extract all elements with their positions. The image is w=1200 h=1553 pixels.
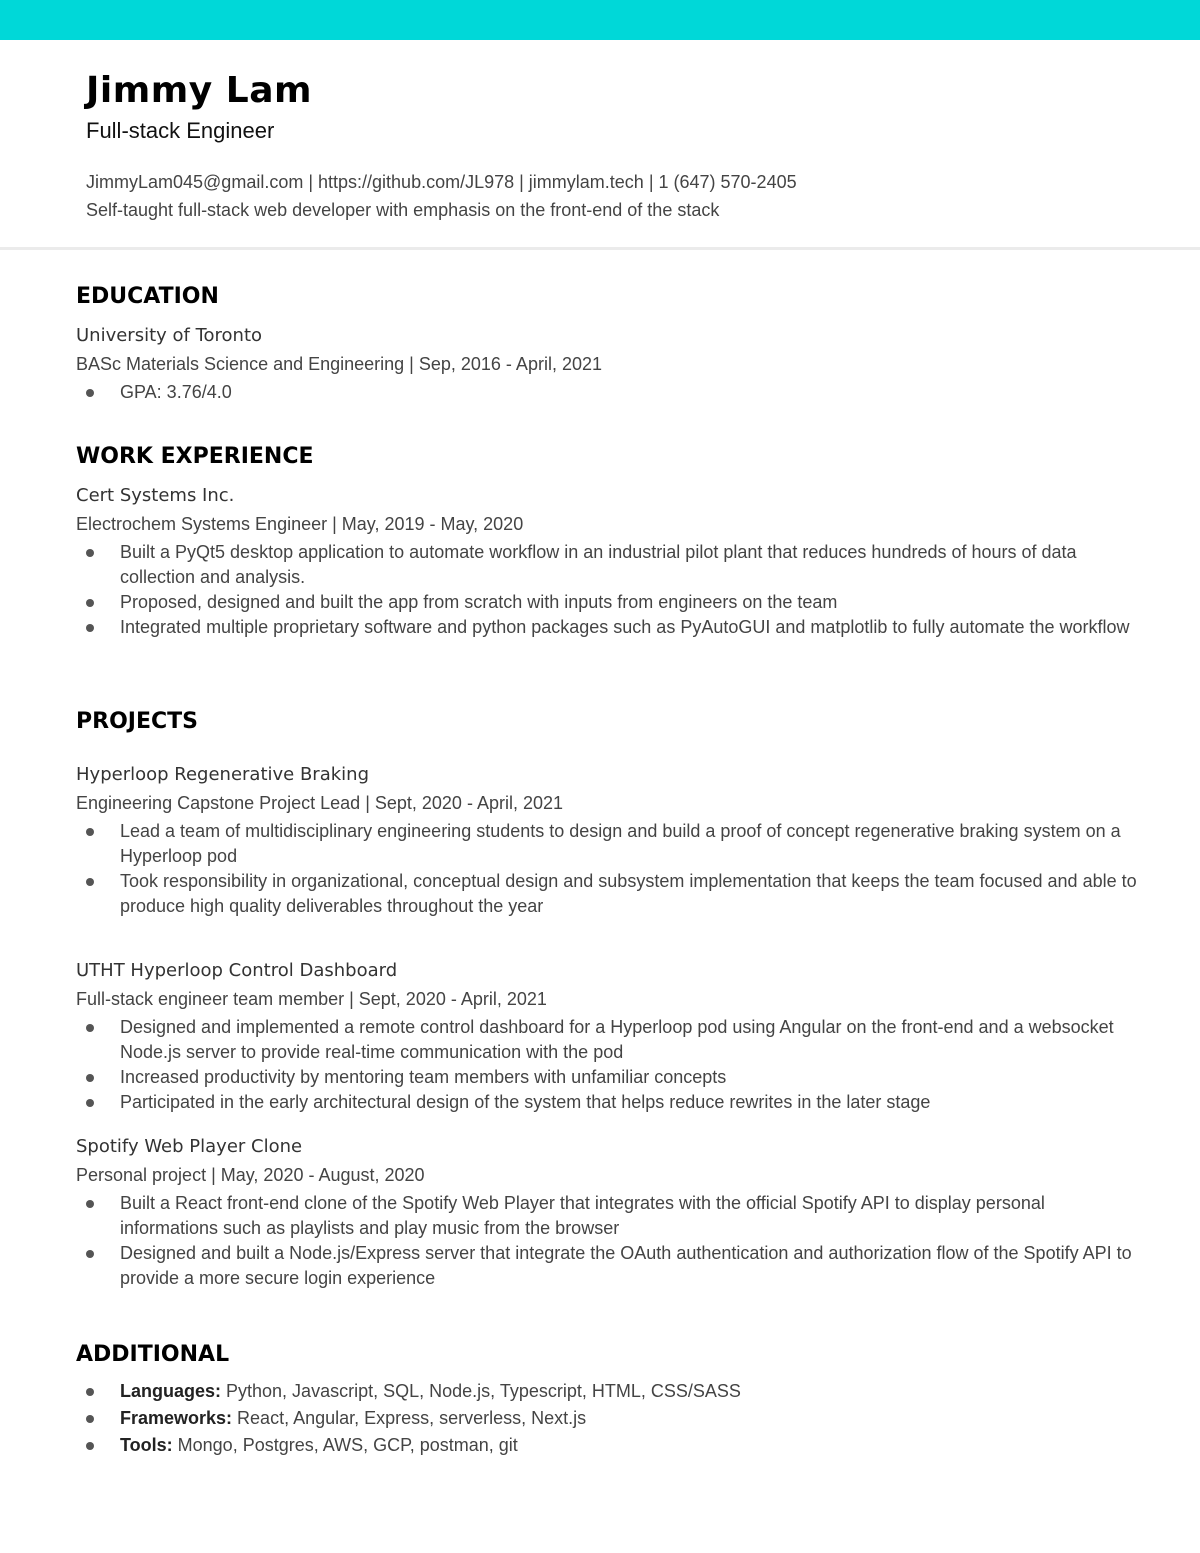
list-item: Lead a team of multidisciplinary engineering students to design and build a proof of concept regenerative braking system on a Hyperloop pod xyxy=(76,819,1146,869)
section-title-additional: ADDITIONAL xyxy=(76,1342,230,1367)
project-role: Engineering Capstone Project Lead | Sept, 2020 - April, 2021 xyxy=(76,793,564,813)
work-section xyxy=(76,442,1146,640)
bullet-icon xyxy=(86,1415,94,1423)
company-name: Cert Systems Inc. xyxy=(76,485,235,506)
bullet-icon xyxy=(86,828,94,836)
project-bullets xyxy=(76,1191,1146,1291)
bullet-icon xyxy=(86,878,94,886)
skill-value: Python, Javascript, SQL, Node.js, Typescript, HTML, CSS/SASS xyxy=(221,1381,741,1401)
bullet-icon xyxy=(86,1024,94,1032)
education-entry xyxy=(76,322,1146,405)
degree-line: BASc Materials Science and Engineering | Sep, 2016 - April, 2021 xyxy=(76,354,602,374)
list-item: Took responsibility in organizational, conceptual design and subsystem implementation that keeps the team focused and able to produce high quality deliverables throughout the year xyxy=(76,869,1146,919)
skill-label: Languages: xyxy=(120,1381,222,1401)
resume-header xyxy=(86,68,1146,224)
accent-top-bar xyxy=(0,0,1200,40)
project-role: Full-stack engineer team member | Sept, 2020 - April, 2021 xyxy=(76,989,547,1009)
bullet-icon xyxy=(86,1250,94,1258)
contact-line: JimmyLam045@gmail.com | https://github.com/JL978 | jimmylam.tech | 1 (647) 570-2405 xyxy=(86,172,797,192)
bullet-icon xyxy=(86,1099,94,1107)
position-line: Electrochem Systems Engineer | May, 2019 - May, 2020 xyxy=(76,514,524,534)
project-entry xyxy=(76,761,1146,919)
section-title-projects: PROJECTS xyxy=(76,709,198,734)
section-title-education: EDUCATION xyxy=(76,284,219,309)
project-name: Spotify Web Player Clone xyxy=(76,1136,303,1157)
list-item: Built a PyQt5 desktop application to automate workflow in an industrial pilot plant that reduces hundreds of hours of data collection and analysis. xyxy=(76,540,1146,590)
list-item: Proposed, designed and built the app from scratch with inputs from engineers on the team xyxy=(76,590,1146,615)
projects-section xyxy=(76,707,1146,1291)
project-bullets xyxy=(76,1015,1146,1115)
work-bullets xyxy=(76,540,1146,640)
school-name: University of Toronto xyxy=(76,325,263,346)
list-item: Integrated multiple proprietary software and python packages such as PyAutoGUI and matplotlib to fully automate the workflow xyxy=(76,615,1146,640)
skill-value: Mongo, Postgres, AWS, GCP, postman, git xyxy=(172,1435,518,1455)
bullet-icon xyxy=(86,389,94,397)
list-item xyxy=(76,1432,1146,1459)
bullet-icon xyxy=(86,549,94,557)
project-entry xyxy=(76,957,1146,1115)
candidate-role: Full-stack Engineer xyxy=(86,118,275,143)
additional-bullets xyxy=(76,1378,1146,1459)
project-role: Personal project | May, 2020 - August, 2020 xyxy=(76,1165,425,1185)
skill-value: React, Angular, Express, serverless, Next.js xyxy=(232,1408,587,1428)
list-item: Participated in the early architectural design of the system that helps reduce rewrites in the later stage xyxy=(76,1090,1146,1115)
project-entry xyxy=(76,1133,1146,1291)
list-item: Increased productivity by mentoring team members with unfamiliar concepts xyxy=(76,1065,1146,1090)
skill-label: Frameworks: xyxy=(120,1408,233,1428)
skill-label: Tools: xyxy=(120,1435,173,1455)
list-item: Built a React front-end clone of the Spotify Web Player that integrates with the official Spotify API to display personal informations such as playlists and play music from the browser xyxy=(76,1191,1146,1241)
work-entry xyxy=(76,482,1146,640)
list-item xyxy=(76,1378,1146,1405)
bullet-icon xyxy=(86,1200,94,1208)
list-item xyxy=(76,1405,1146,1432)
additional-section xyxy=(76,1340,1146,1459)
list-item: Designed and implemented a remote control dashboard for a Hyperloop pod using Angular on the front-end and a websocket Node.js server to provide real-time communication with the pod xyxy=(76,1015,1146,1065)
bullet-icon xyxy=(86,599,94,607)
education-section xyxy=(76,282,1146,405)
education-bullets xyxy=(76,380,1146,405)
list-item: Designed and built a Node.js/Express server that integrate the OAuth authentication and authorization flow of the Spotify API to provide a more secure login experience xyxy=(76,1241,1146,1291)
summary-line: Self-taught full-stack web developer with emphasis on the front-end of the stack xyxy=(86,200,720,220)
project-name: Hyperloop Regenerative Braking xyxy=(76,764,369,785)
project-bullets xyxy=(76,819,1146,919)
bullet-icon xyxy=(86,1442,94,1450)
header-divider xyxy=(0,247,1200,250)
candidate-name: Jimmy Lam xyxy=(86,70,313,111)
section-title-work: WORK EXPERIENCE xyxy=(76,444,314,469)
bullet-icon xyxy=(86,624,94,632)
bullet-icon xyxy=(86,1388,94,1396)
bullet-icon xyxy=(86,1074,94,1082)
project-name: UTHT Hyperloop Control Dashboard xyxy=(76,960,398,981)
list-item: GPA: 3.76/4.0 xyxy=(76,380,1146,405)
